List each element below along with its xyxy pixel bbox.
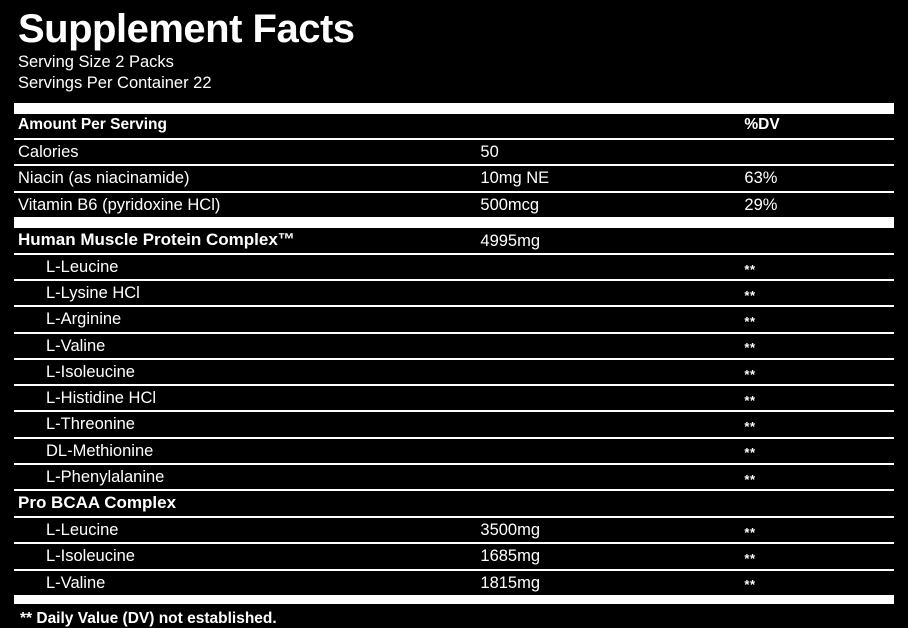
table-row	[14, 254, 894, 280]
supplement-facts-panel	[0, 7, 908, 627]
ingredient-dv: **	[744, 314, 756, 330]
table-row	[14, 464, 894, 490]
servings-per-container-line: Servings Per Container 22	[18, 74, 212, 93]
blend-amount: 4995mg	[480, 231, 541, 250]
ingredient-amount: 3500mg	[480, 521, 541, 540]
nutrient-name: Calories	[18, 143, 79, 162]
footnote: ** Daily Value (DV) not established.	[20, 610, 277, 627]
table-row	[14, 333, 894, 359]
ingredient-dv: **	[744, 287, 756, 303]
ingredient-amount	[480, 382, 744, 384]
ingredient-dv: **	[744, 445, 756, 461]
ingredient-name: L-Valine	[46, 336, 106, 355]
nutrient-dv: 63%	[744, 169, 778, 188]
table-row	[14, 570, 894, 595]
blend-amount	[480, 514, 744, 516]
ingredient-name: L-Arginine	[46, 310, 122, 329]
ingredient-name: L-Isoleucine	[46, 362, 135, 381]
ingredient-dv: **	[744, 340, 756, 356]
ingredient-amount	[480, 461, 744, 463]
page-title: Supplement Facts	[18, 7, 355, 51]
blend-dv	[744, 251, 894, 253]
ingredient-amount	[480, 356, 744, 358]
divider-band-bottom	[14, 595, 894, 604]
ingredient-amount	[480, 435, 744, 437]
ingredient-amount	[480, 330, 744, 332]
table-row	[14, 543, 894, 569]
table-header-row	[14, 114, 894, 139]
ingredient-amount	[480, 277, 744, 279]
amount-per-serving-label: Amount Per Serving	[18, 116, 167, 134]
nutrient-amount: 10mg NE	[480, 169, 550, 188]
table-row	[14, 306, 894, 332]
ingredient-dv: **	[744, 261, 756, 277]
ingredient-name: L-Threonine	[46, 415, 135, 434]
divider-band-mid	[14, 219, 894, 228]
ingredient-name: L-Isoleucine	[46, 547, 135, 566]
nutrient-dv: 29%	[744, 195, 778, 214]
nutrient-name: Niacin (as niacinamide)	[18, 169, 190, 188]
table-row	[14, 438, 894, 464]
ingredient-name: L-Phenylalanine	[46, 468, 165, 486]
ingredient-name: L-Valine	[46, 573, 106, 592]
ingredient-dv: **	[744, 524, 756, 540]
table-row	[14, 359, 894, 385]
nutrient-name: Vitamin B6 (pyridoxine HCl)	[18, 195, 221, 214]
ingredient-amount: 1685mg	[480, 547, 541, 566]
nutrient-dv	[744, 162, 894, 164]
ingredient-name: L-Lysine HCl	[46, 284, 140, 303]
ingredient-dv: **	[744, 471, 756, 487]
ingredient-dv: **	[744, 551, 756, 567]
facts-table	[14, 114, 894, 219]
percent-dv-label: %DV	[744, 116, 780, 134]
ingredient-amount	[480, 487, 744, 489]
header-spacer	[480, 135, 744, 138]
ingredient-amount	[480, 303, 744, 305]
table-row	[14, 139, 894, 165]
table-row	[14, 517, 894, 543]
divider-thick-top	[14, 103, 894, 114]
blend-table-1	[14, 228, 894, 595]
blend-heading-row	[14, 490, 894, 517]
ingredient-name: L-Leucine	[46, 257, 119, 276]
ingredient-name: DL-Methionine	[46, 441, 154, 460]
table-row	[14, 165, 894, 191]
table-row	[14, 411, 894, 437]
blend-heading-row	[14, 228, 894, 254]
blend-dv	[744, 514, 894, 516]
nutrient-amount: 50	[480, 143, 499, 162]
ingredient-dv: **	[744, 419, 756, 435]
ingredient-amount: 1815mg	[480, 573, 541, 592]
blend-name: Pro BCAA Complex	[18, 493, 177, 513]
ingredient-dv: **	[744, 392, 756, 408]
ingredient-dv: **	[744, 366, 756, 382]
ingredient-name: L-Histidine HCl	[46, 389, 157, 408]
table-row	[14, 385, 894, 411]
nutrient-amount: 500mcg	[480, 195, 540, 214]
table-row	[14, 192, 894, 218]
serving-size-line: Serving Size 2 Packs	[18, 53, 174, 71]
ingredient-amount	[480, 408, 744, 410]
ingredient-dv: **	[744, 577, 756, 593]
table-row	[14, 280, 894, 306]
ingredient-name: L-Leucine	[46, 521, 119, 540]
blend-name: Human Muscle Protein Complex™	[18, 229, 295, 249]
